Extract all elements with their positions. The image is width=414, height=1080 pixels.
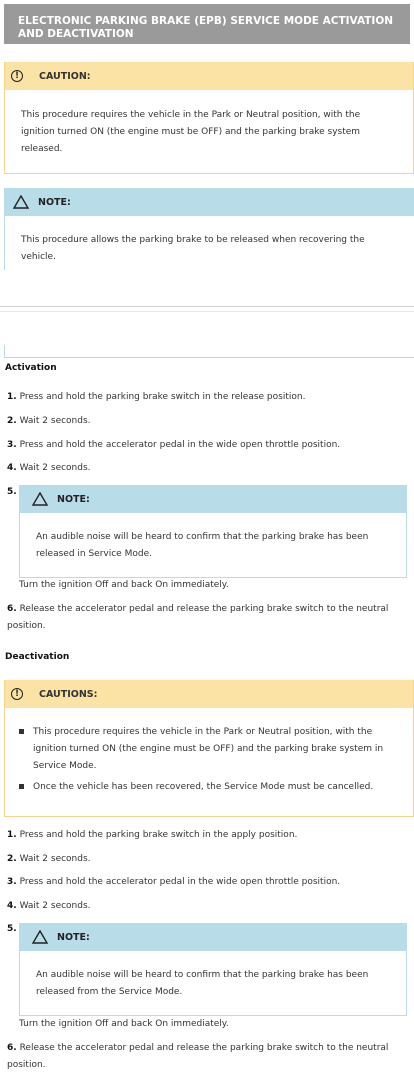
note-header [5,188,414,216]
activation-step-number: 5. [7,487,17,497]
caution-heading: CAUTION: [39,70,91,82]
deactivation-step-text: Turn the ignition Off and back On immediately. [19,1019,229,1029]
note-header [20,485,406,513]
deactivation-step: 3. Press and hold the accelerator pedal in the wide open throttle position. [7,877,341,887]
bullet-icon [19,784,24,789]
cautions-heading: CAUTIONS: [39,688,98,700]
deactivation-step: 4. Wait 2 seconds. [7,901,91,911]
caution-box [4,62,414,174]
deactivation-note-box [19,923,407,1016]
page-title: ELECTRONIC PARKING BRAKE (EPB) SERVICE MODE ACTIVATION AND DEACTIVATION [4,4,410,44]
note-text: This procedure allows the parking brake to be released when recovering the vehicle. [21,235,365,262]
deactivation-step: 6. Release the accelerator pedal and release the parking brake switch to the neutral position. [7,1043,389,1070]
warning-triangle-icon [13,195,29,209]
note-text: An audible noise will be heard to confirm that the parking brake has been released from the Service Mode. [36,970,369,997]
activation-step: 1. Press and hold the parking brake switch in the release position. [7,392,306,402]
deactivation-step-number: 5. [7,924,17,934]
activation-step: 4. Wait 2 seconds. [7,463,91,473]
deactivation-heading: Deactivation [5,652,70,662]
caution-icon: ! [11,70,23,82]
bullet-icon [19,729,24,734]
cautions-header [5,680,413,708]
activation-heading: Activation [5,363,57,373]
divider [0,311,414,312]
caution-text: This procedure requires the vehicle in the Park or Neutral position, with the ignition turned ON (the engine must be OFF) and the parking brake system released. [21,110,361,154]
note-header [20,923,406,951]
note-box [4,188,414,270]
note-text: An audible noise will be heard to confirm that the parking brake has been released in Service Mode. [36,532,369,559]
deactivation-step: 1. Press and hold the parking brake switch in the apply position. [7,830,298,840]
caution-header [5,62,413,90]
activation-note-box [19,485,407,578]
note-heading: NOTE: [57,931,90,943]
deactivation-step: 2. Wait 2 seconds. [7,854,91,864]
divider [4,345,414,358]
activation-step: 3. Press and hold the accelerator pedal in the wide open throttle position. [7,440,341,450]
note-heading: NOTE: [38,196,71,208]
caution-icon: ! [11,688,23,700]
caution-item: This procedure requires the vehicle in the Park or Neutral position, with the ignition turned ON (the engine must be OFF) and the parking brake system in Service Mode. [19,724,403,775]
activation-step: 2. Wait 2 seconds. [7,416,91,426]
warning-triangle-icon [32,930,48,944]
note-heading: NOTE: [57,493,90,505]
caution-item: Once the vehicle has been recovered, the Service Mode must be cancelled. [19,779,403,796]
activation-step-text: Turn the ignition Off and back On immediately. [19,580,229,590]
warning-triangle-icon [32,492,48,506]
divider [0,306,414,307]
activation-step: 6. Release the accelerator pedal and release the parking brake switch to the neutral position. [7,604,389,631]
cautions-box [4,680,414,817]
